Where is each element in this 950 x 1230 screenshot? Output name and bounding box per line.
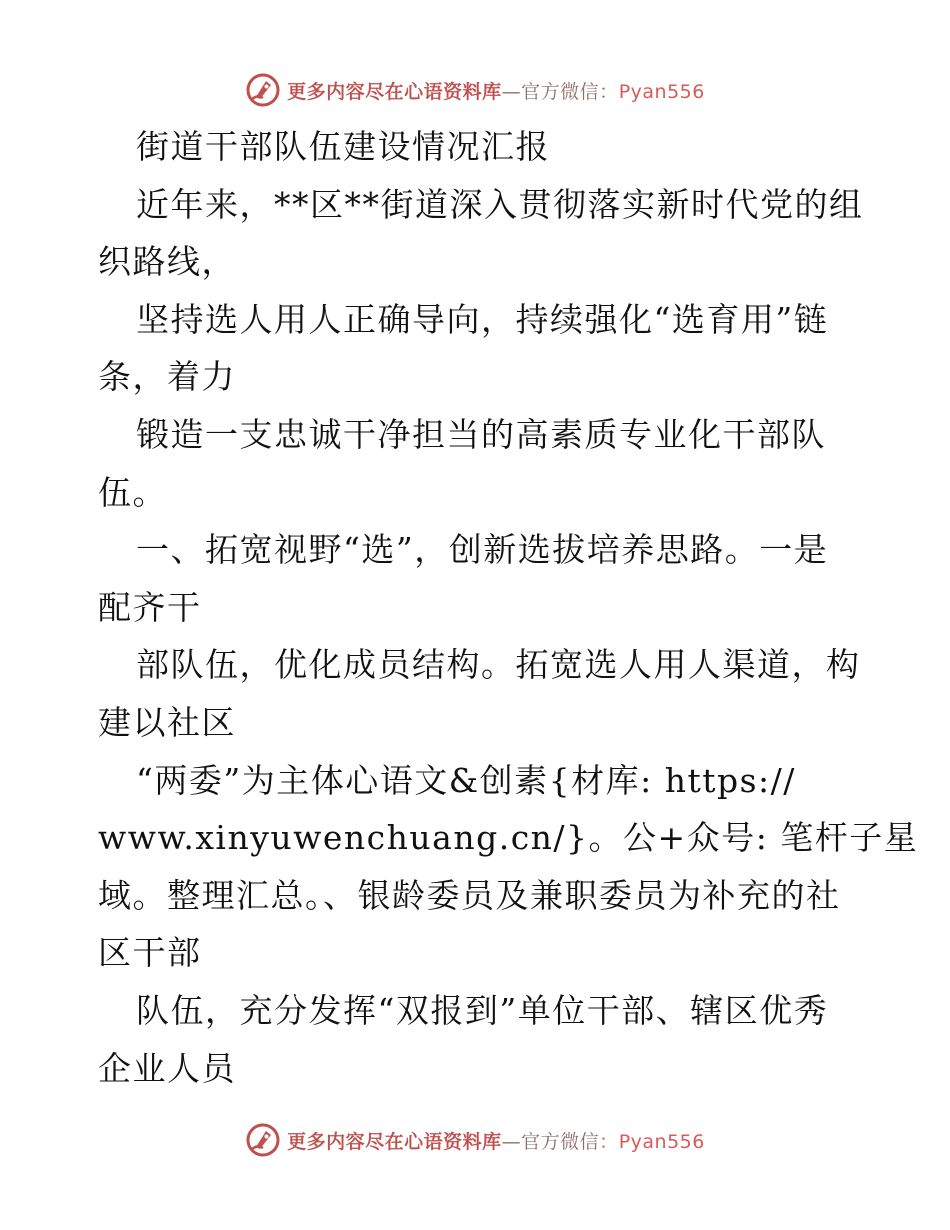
header-banner-main: 更多内容尽在心语资料库	[287, 80, 502, 103]
pen-nib-logo-icon	[245, 72, 281, 108]
document-line: 坚持选人用人正确导向，持续强化“选育用”链	[136, 299, 829, 339]
footer-banner-separator: —	[501, 1130, 522, 1153]
pen-nib-logo-icon	[245, 1122, 281, 1158]
document-line: 部队伍，优化成员结构。拓宽选人用人渠道，构	[136, 645, 861, 685]
footer-banner-text	[287, 1127, 705, 1154]
document-line: 锻造一支忠诚干净担当的高素质专业化干部队	[136, 414, 826, 454]
document-line: 建以社区	[98, 702, 236, 742]
header-banner-wechat-label: 官方微信：	[521, 80, 619, 103]
document-line: “两委”为主体心语文&创素{材库: https://	[136, 760, 796, 800]
header-banner	[0, 70, 950, 110]
document-line: 近年来，**区**街道深入贯彻落实新时代党的组	[136, 184, 864, 224]
footer-banner-wechat-label: 官方微信：	[521, 1130, 619, 1153]
footer-banner	[0, 1120, 950, 1160]
document-line: 条，着力	[98, 357, 236, 397]
document-title: 街道干部队伍建设情况汇报	[136, 127, 550, 166]
header-banner-wechat-id: Pyan556	[618, 80, 705, 103]
footer-banner-main: 更多内容尽在心语资料库	[287, 1130, 502, 1153]
document-line: 织路线，	[98, 242, 236, 282]
document-line: 一、拓宽视野“选”，创新选拔培养思路。一是	[136, 530, 829, 570]
footer-banner-wechat-id: Pyan556	[618, 1130, 705, 1153]
document-body	[98, 118, 919, 1097]
document-line: 域。整理汇总。、银龄委员及兼职委员为补充的社	[98, 875, 841, 915]
document-line: 企业人员	[98, 1048, 236, 1088]
header-banner-text	[287, 77, 705, 104]
document-line: 队伍，充分发挥“双报到”单位干部、辖区优秀	[136, 990, 829, 1030]
document-line: 伍。	[98, 472, 167, 512]
document-line: 配齐干	[98, 587, 202, 627]
document-line: 区干部	[98, 933, 202, 973]
document-line: www.xinyuwenchuang.cn/}。公+众号: 笔杆子星	[98, 818, 919, 858]
header-banner-separator: —	[501, 80, 522, 103]
